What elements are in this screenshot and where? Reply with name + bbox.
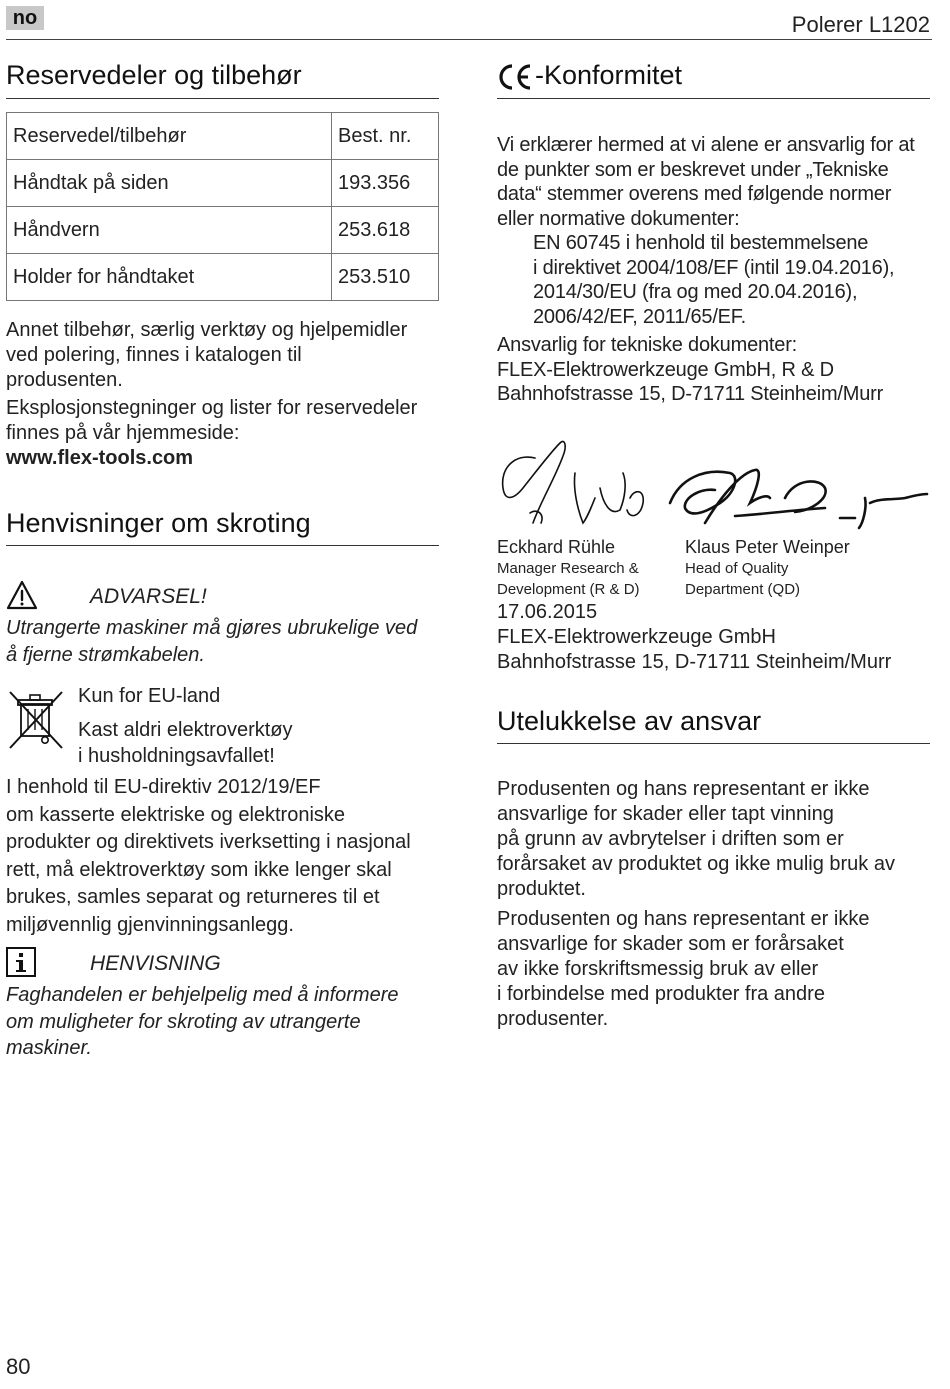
signature-ruehle bbox=[503, 441, 644, 523]
table-cell-order-no: 253.618 bbox=[332, 207, 439, 254]
note-title: HENVISNING bbox=[90, 952, 221, 975]
product-name: Polerer L1202 bbox=[791, 12, 930, 37]
disposal-heading: Henvisninger om skroting bbox=[6, 508, 311, 538]
eu-only-label: Kun for EU-land bbox=[78, 685, 221, 707]
text-line: FLEX-Elektrowerkzeuge GmbH bbox=[497, 626, 776, 648]
text-line: FLEX-Elektrowerkzeuge GmbH, R & D bbox=[497, 358, 834, 381]
warning-text bbox=[6, 615, 446, 669]
website-link[interactable]: www.flex-tools.com bbox=[6, 447, 194, 469]
text-line: Bahnhofstrasse 15, D-71711 Steinheim/Murr bbox=[497, 651, 892, 673]
text-line: ansvarlige for skader eller tapt vinning bbox=[497, 803, 834, 825]
table-header-order-no: Best. nr. bbox=[332, 113, 439, 160]
note-text bbox=[6, 982, 446, 1062]
table-row bbox=[7, 160, 439, 207]
signature-weinper bbox=[670, 470, 927, 528]
table-cell-part: Holder for håndtaket bbox=[7, 254, 332, 301]
signatures-image bbox=[495, 428, 935, 538]
liability-heading: Utelukkelse av ansvar bbox=[497, 706, 762, 736]
language-tag: no bbox=[6, 6, 44, 30]
table-row bbox=[7, 207, 439, 254]
signer-ruehle bbox=[497, 536, 640, 600]
text-line: Annet tilbehør, særlig verktøy og hjelpemidler bbox=[6, 319, 408, 341]
info-icon bbox=[6, 947, 36, 977]
text-line: av ikke forskriftsmessig bruk av eller bbox=[497, 958, 819, 980]
text-line: maskiner. bbox=[6, 1037, 92, 1059]
signer2-role-line: Department (QD) bbox=[685, 581, 801, 598]
table-cell-part: Håndvern bbox=[7, 207, 332, 254]
declaration-paragraph bbox=[497, 133, 937, 407]
text-line: produkter og direktivets iverksetting i nasjonal bbox=[6, 831, 411, 854]
signer-weinper bbox=[685, 536, 850, 600]
exploded-views-paragraph bbox=[6, 396, 446, 471]
signer2-name: Klaus Peter Weinper bbox=[685, 537, 850, 557]
eu-only-notice bbox=[78, 683, 293, 769]
warning-title: ADVARSEL! bbox=[90, 585, 207, 608]
signer1-role-line: Manager Research & bbox=[497, 560, 639, 577]
text-line: Vi erklærer hermed at vi alene er ansvarlig for at bbox=[497, 134, 915, 156]
parts-heading-rule bbox=[6, 98, 439, 99]
parts-heading: Reservedeler og tilbehør bbox=[6, 60, 302, 90]
text-line: på grunn av avbrytelser i driften som er bbox=[497, 828, 844, 850]
accessories-paragraph bbox=[6, 318, 446, 393]
text-line: forårsaket av produktet og ikke mulig bruk av bbox=[497, 853, 895, 875]
signer2-role-line: Head of Quality bbox=[685, 560, 789, 577]
text-line: de punkter som er beskrevet under „Tekniske bbox=[497, 158, 889, 181]
directive-paragraph bbox=[6, 774, 446, 940]
text-line: eller normative dokumenter: bbox=[497, 207, 740, 230]
text-line: Produsenten og hans representant er ikke bbox=[497, 778, 870, 800]
text-line: om muligheter for skroting av utrangerte bbox=[6, 1010, 361, 1033]
parts-table bbox=[6, 112, 439, 301]
liability-heading-rule bbox=[497, 743, 930, 744]
conformity-heading-rule bbox=[497, 98, 930, 99]
text-line: brukes, samles separat og returneres til et bbox=[6, 886, 380, 909]
text-line: produsenten. bbox=[6, 369, 123, 391]
standards-line: 2006/42/EF, 2011/65/EF. bbox=[533, 305, 746, 328]
table-cell-order-no: 253.510 bbox=[332, 254, 439, 301]
text-line: produktet. bbox=[497, 878, 586, 900]
signer1-name: Eckhard Rühle bbox=[497, 537, 616, 557]
table-cell-order-no: 193.356 bbox=[332, 160, 439, 207]
text-line: Kast aldri elektroverktøy bbox=[78, 719, 293, 741]
text-line: Ansvarlig for tekniske dokumenter: bbox=[497, 334, 798, 356]
conformity-heading: -Konformitet bbox=[535, 60, 683, 90]
disposal-heading-rule bbox=[6, 545, 439, 546]
warning-icon bbox=[6, 580, 38, 610]
liability-paragraph-2 bbox=[497, 907, 937, 1032]
text-line: data“ stemmer overens med følgende normer bbox=[497, 183, 892, 205]
header-rule bbox=[6, 39, 932, 40]
text-line: I henhold til EU-direktiv 2012/19/EF bbox=[6, 776, 321, 798]
table-row bbox=[7, 254, 439, 301]
table-header-part: Reservedel/tilbehør bbox=[7, 113, 332, 160]
standards-line: EN 60745 i henhold til bestemmelsene bbox=[533, 232, 869, 254]
text-line: i forbindelse med produkter fra andre bbox=[497, 983, 825, 1005]
signature-block-footer bbox=[497, 600, 937, 675]
text-line: Utrangerte maskiner må gjøres ubrukelige ved bbox=[6, 617, 418, 639]
liability-paragraph-1 bbox=[497, 777, 937, 902]
text-line: ved polering, finnes i katalogen til bbox=[6, 344, 302, 366]
table-cell-part: Håndtak på siden bbox=[7, 160, 332, 207]
ce-mark-icon bbox=[497, 63, 533, 91]
text-line: Faghandelen er behjelpelig med å informere bbox=[6, 984, 399, 1006]
standards-line: 2014/30/EU (fra og med 20.04.2016), bbox=[533, 281, 858, 303]
declaration-date: 17.06.2015 bbox=[497, 601, 598, 623]
signer1-role-line: Development (R & D) bbox=[497, 581, 640, 598]
text-line: miljøvennlig gjenvinningsanlegg. bbox=[6, 913, 294, 936]
table-header-row bbox=[7, 113, 439, 160]
text-line: Eksplosjonstegninger og lister for reservedeler bbox=[6, 397, 418, 419]
text-line: rett, må elektroverktøy som ikke lenger skal bbox=[6, 858, 392, 881]
text-line: i husholdningsavfallet! bbox=[78, 745, 275, 767]
standards-line: i direktivet 2004/108/EF (intil 19.04.2016), bbox=[533, 256, 895, 279]
wheelie-bin-crossed-icon bbox=[8, 690, 64, 750]
text-line: produsenter. bbox=[497, 1008, 609, 1030]
text-line: finnes på vår hjemmeside: bbox=[6, 422, 240, 444]
text-line: om kasserte elektriske og elektroniske bbox=[6, 803, 346, 826]
page-number: 80 bbox=[6, 1354, 31, 1379]
text-line: ansvarlige for skader som er forårsaket bbox=[497, 933, 844, 955]
text-line: å fjerne strømkabelen. bbox=[6, 644, 205, 666]
text-line: Bahnhofstrasse 15, D-71711 Steinheim/Murr bbox=[497, 383, 884, 405]
text-line: Produsenten og hans representant er ikke bbox=[497, 908, 870, 930]
